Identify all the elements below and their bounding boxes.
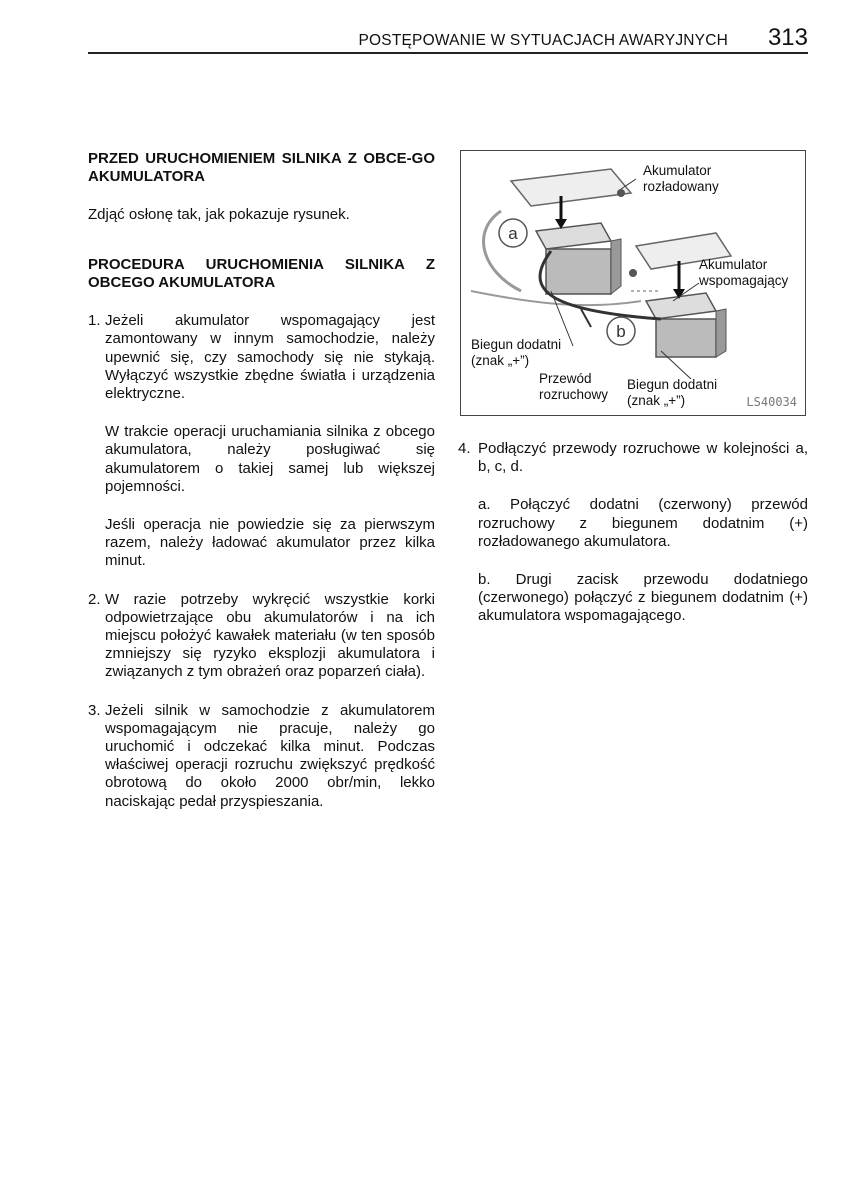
paragraph-remove-cover: Zdjąć osłonę tak, jak pokazuje rysunek.: [88, 206, 350, 223]
heading-procedure: PROCEDURA URUCHOMIENIA SILNIKA Z OBCEGO AKUMULATORA: [88, 256, 435, 292]
label-text: Akumulator wspomagający: [699, 257, 789, 288]
paragraph-booster-capacity: W trakcie operacji uruchamiania silnika z obcego akumulatora, należy posługiwać się akumulatorem o takiej samej lub większej pojemności.: [105, 423, 435, 495]
battery-booster: [656, 319, 716, 357]
right-column: [458, 440, 808, 626]
paragraph-charge-minutes: Jeśli operacja nie powiedzie się za pierwszym razem, należy ładować akumulator przez kilka minut.: [105, 516, 435, 570]
label-jumper-cable: [539, 371, 608, 403]
label-text: Biegun dodatni (znak „+”): [627, 377, 718, 408]
battery-discharged: [546, 249, 611, 294]
list-text: Jeżeli akumulator wspomagający jest zamontowany w innym samochodzie, należy upewnić się, czy samochody się nie stykają. Wyłączyć wszystkie zbędne światła i urządzenia elektryczne.: [105, 312, 435, 403]
figure-code: LS40034: [746, 395, 797, 409]
page-header: [88, 26, 808, 54]
label-text: Przewód rozruchowy: [539, 371, 609, 402]
label-discharged-battery: [643, 163, 719, 195]
cover-discharged: [511, 169, 631, 206]
list-item-1: [88, 312, 435, 403]
page-number: 313: [767, 24, 808, 51]
list-item-2: [88, 591, 435, 682]
list-text: Jeżeli silnik w samochodzie z akumulatorem wspomagającym nie pracuje, należy go uruchomić i odczekać kilka minut. Podczas właściwej operacji rozruchu zwiększyć prędkość obrotową do około 2000 obr/min, lekko naciskając pedał przyspieszania.: [105, 701, 435, 810]
jump-start-illustration: [460, 150, 806, 416]
label-booster-battery: [699, 257, 788, 289]
list-number: 4.: [458, 440, 471, 457]
list-text: W razie potrzeby wykręcić wszystkie korki odpowietrzające obu akumulatorów i na ich miejscu położyć kawałek materiału (w ten sposób zmniejszy się ryzyko eksplozji akumulatora i związanych z tym obrażeń oraz poparzeń ciała).: [105, 590, 435, 681]
substep-b: b. Drugi zacisk przewodu dodatniego (czerwonego) połączyć z biegunem dodatnim (+) akumulatora wspomagającego.: [478, 571, 808, 625]
label-text: Akumulator rozładowany: [643, 163, 719, 194]
label-positive-terminal-right: [627, 377, 717, 409]
list-number: 1.: [88, 312, 101, 330]
marker-a: a: [508, 224, 518, 243]
label-text: Biegun dodatni (znak „+”): [471, 337, 562, 368]
list-item-4: [458, 440, 808, 476]
left-column: [88, 150, 435, 811]
substep-a: a. Połączyć dodatni (czerwony) przewód rozruchowy z biegunem dodatnim (+) rozładowanego akumulatora.: [478, 496, 808, 550]
list-number: 2.: [88, 590, 101, 608]
section-title: POSTĘPOWANIE W SYTUACJACH AWARYJNYCH: [358, 32, 728, 49]
marker-b: b: [616, 322, 626, 341]
label-positive-terminal-left: [471, 337, 561, 369]
list-number: 3.: [88, 701, 101, 719]
list-text: Podłączyć przewody rozruchowe w kolejności a, b, c, d.: [478, 440, 808, 476]
heading-before-start: PRZED URUCHOMIENIEM SILNIKA Z OBCE-GO AKUMULATORA: [88, 150, 435, 185]
list-item-3: [88, 702, 435, 811]
